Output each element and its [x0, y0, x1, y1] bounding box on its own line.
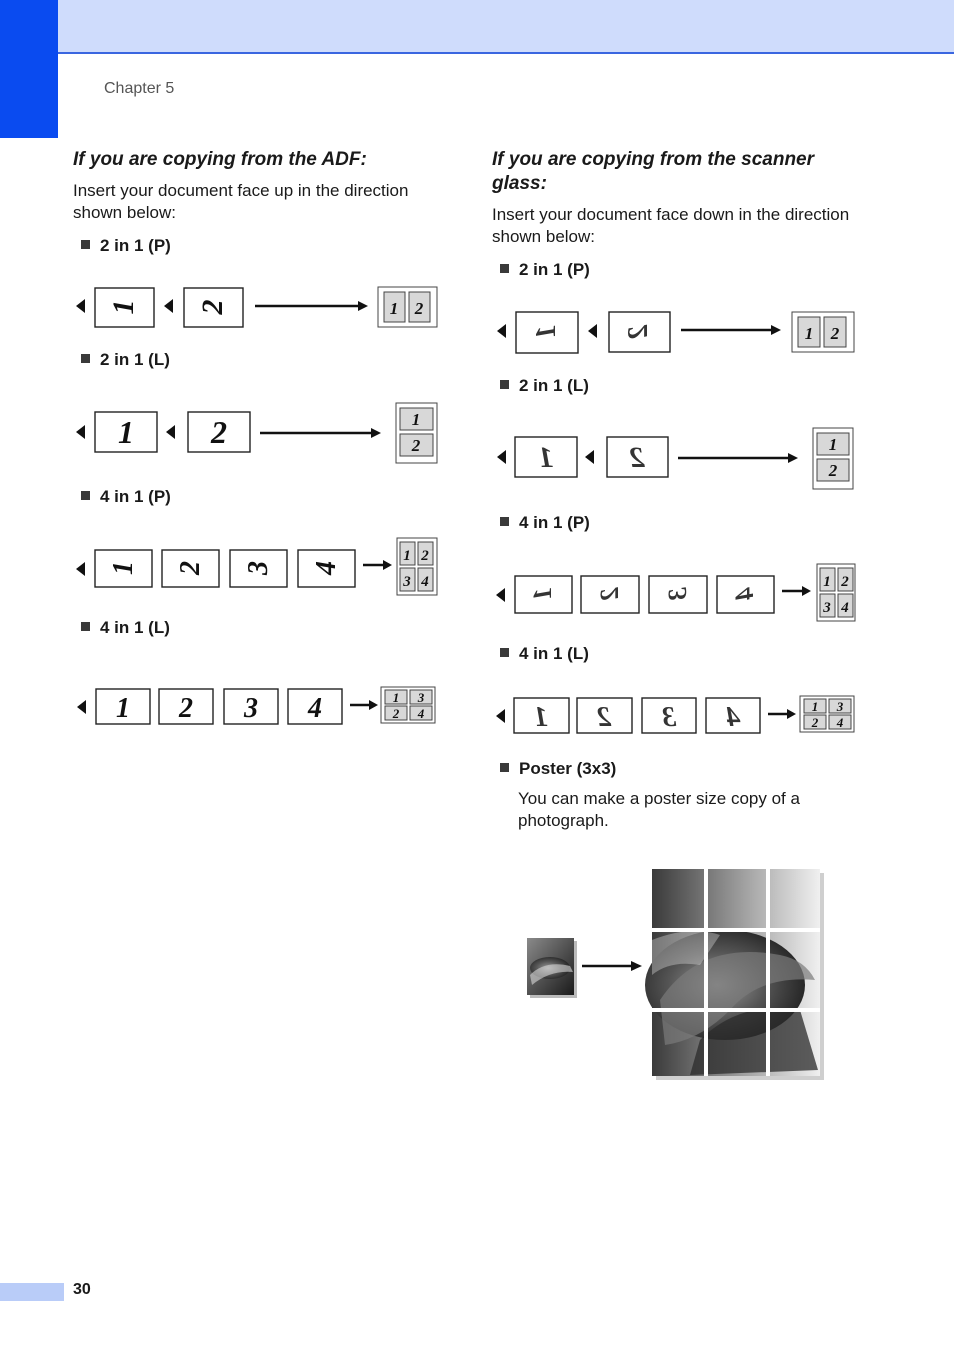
diagram-adf-4in1l	[77, 687, 435, 724]
svg-text:3: 3	[403, 574, 411, 590]
svg-text:3: 3	[417, 690, 425, 705]
bullet-poster: Poster (3x3)	[500, 759, 616, 779]
svg-text:2: 2	[597, 702, 611, 733]
arrow-right-icon	[631, 961, 642, 971]
diagram-glass-4in1p	[496, 564, 855, 621]
svg-text:2: 2	[828, 461, 838, 480]
svg-text:2: 2	[811, 715, 819, 730]
footer-band	[0, 1283, 64, 1301]
svg-text:2: 2	[392, 706, 400, 721]
diagram-glass-2in1p	[497, 312, 854, 353]
svg-text:2: 2	[179, 693, 193, 724]
svg-text:1: 1	[828, 435, 838, 454]
diagram-adf-4in1p	[76, 538, 437, 595]
arrow-right-icon	[787, 709, 796, 719]
svg-text:1: 1	[823, 574, 831, 590]
bullet-glass-2in1p: 2 in 1 (P)	[500, 260, 590, 280]
bullet-glass-4in1l: 4 in 1 (L)	[500, 644, 589, 664]
arrow-left-icon	[496, 709, 505, 723]
svg-text:1: 1	[531, 325, 562, 339]
arrow-right-icon	[802, 586, 811, 596]
svg-text:2: 2	[595, 587, 624, 601]
page-number: 30	[73, 1281, 91, 1298]
bullet-adf-2in1l: 2 in 1 (L)	[81, 350, 170, 370]
digit-2: 2	[196, 299, 229, 315]
svg-text:1: 1	[811, 699, 819, 714]
arrow-right-icon	[771, 325, 781, 335]
svg-text:3: 3	[243, 561, 274, 575]
bullet-glass-4in1p: 4 in 1 (P)	[500, 513, 590, 533]
arrow-left-icon	[166, 425, 175, 439]
svg-text:2: 2	[629, 441, 645, 474]
digit-1: 1	[107, 299, 140, 315]
diagram-glass-4in1l	[496, 696, 854, 733]
svg-text:1: 1	[538, 441, 554, 474]
arrow-left-icon	[76, 562, 85, 576]
svg-text:3: 3	[662, 702, 676, 733]
svg-text:1: 1	[403, 548, 411, 564]
svg-text:2: 2	[623, 325, 654, 339]
svg-text:2: 2	[411, 436, 421, 455]
svg-text:4: 4	[841, 600, 849, 616]
bullet-glass-2in1l: 2 in 1 (L)	[500, 376, 589, 396]
arrow-left-icon	[164, 299, 173, 313]
svg-text:1: 1	[392, 690, 400, 705]
svg-text:2: 2	[414, 299, 424, 318]
adf-intro: Insert your document face up in the direction shown below:	[73, 181, 409, 222]
arrow-left-icon	[76, 299, 85, 313]
svg-text:2: 2	[421, 548, 429, 564]
svg-text:4: 4	[730, 587, 759, 601]
svg-text:1: 1	[804, 324, 814, 343]
diagram-adf-2in1l	[76, 403, 437, 463]
diagram-glass-2in1l	[497, 428, 853, 489]
svg-text:1: 1	[118, 414, 134, 450]
glass-intro: Insert your document face down in the direction shown below:	[492, 205, 850, 246]
svg-text:4: 4	[311, 561, 342, 575]
glass-heading: If you are copying from the scanner glass:	[492, 149, 815, 194]
arrow-left-icon	[77, 700, 86, 714]
svg-text:2: 2	[841, 574, 849, 590]
arrow-left-icon	[588, 324, 597, 338]
bullet-adf-4in1p: 4 in 1 (P)	[81, 487, 171, 507]
svg-text:1: 1	[534, 702, 548, 733]
arrow-left-icon	[497, 324, 506, 338]
svg-text:1: 1	[108, 561, 139, 575]
svg-text:4: 4	[836, 715, 844, 730]
svg-text:3: 3	[244, 693, 258, 724]
arrow-right-icon	[383, 560, 392, 570]
svg-text:4: 4	[308, 693, 322, 724]
poster-description: You can make a poster size copy of a photograph.	[518, 789, 800, 830]
chapter-label: Chapter 5	[104, 80, 175, 97]
svg-text:1: 1	[389, 299, 399, 318]
svg-text:1: 1	[528, 587, 557, 601]
diagram-adf-2in1p	[76, 287, 437, 327]
svg-text:4: 4	[417, 706, 425, 721]
svg-text:4: 4	[726, 702, 740, 733]
svg-text:2: 2	[830, 324, 840, 343]
bullet-adf-2in1p: 2 in 1 (P)	[81, 236, 171, 256]
svg-text:3: 3	[823, 600, 831, 616]
svg-text:2: 2	[211, 414, 227, 450]
arrow-left-icon	[496, 588, 505, 602]
svg-text:3: 3	[836, 699, 844, 714]
arrow-right-icon	[788, 453, 798, 463]
adf-heading: If you are copying from the ADF:	[73, 149, 367, 170]
svg-text:3: 3	[663, 587, 692, 601]
arrow-left-icon	[585, 450, 594, 464]
small-photo	[527, 938, 577, 998]
arrow-right-icon	[369, 700, 378, 710]
svg-text:1: 1	[411, 410, 421, 429]
svg-text:2: 2	[175, 561, 206, 575]
arrow-right-icon	[371, 428, 381, 438]
poster-diagram	[527, 869, 824, 1080]
svg-text:4: 4	[421, 574, 429, 590]
arrow-right-icon	[358, 301, 368, 311]
arrow-left-icon	[76, 425, 85, 439]
arrow-left-icon	[497, 450, 506, 464]
poster-tiles	[645, 869, 824, 1080]
svg-text:1: 1	[116, 693, 130, 724]
bullet-adf-4in1l: 4 in 1 (L)	[81, 618, 170, 638]
